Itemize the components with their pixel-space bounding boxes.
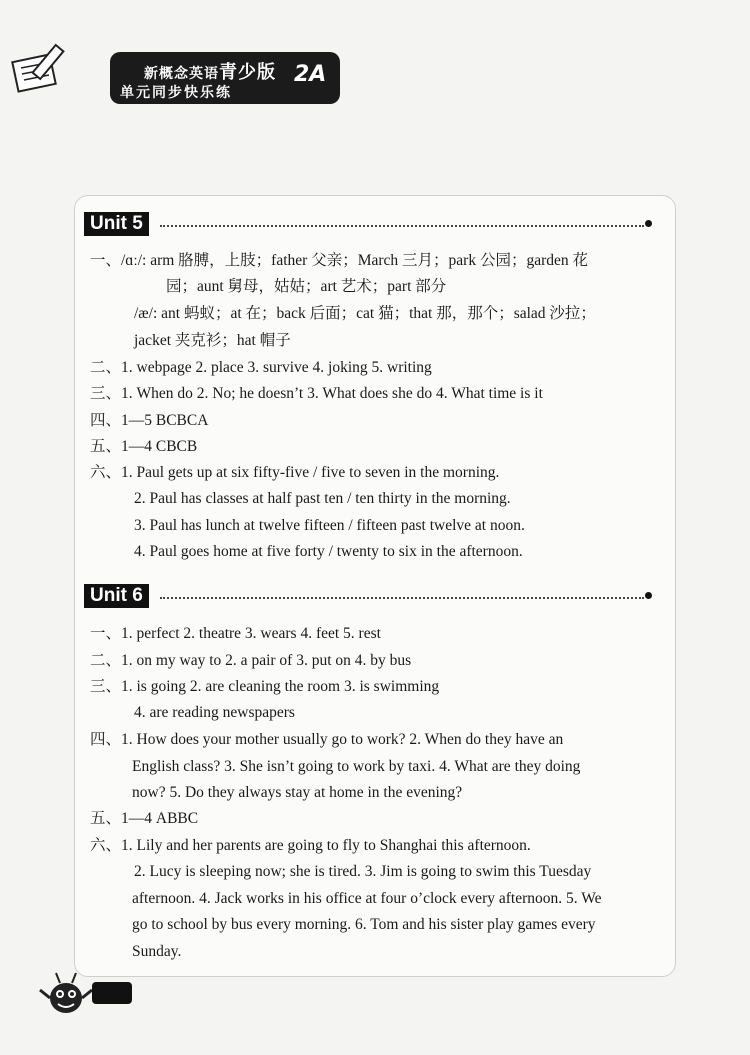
unit5-line: jacket 夹克衫；hat 帽子 bbox=[134, 332, 291, 349]
page-number bbox=[92, 982, 132, 1004]
unit6-line: 二、1. on my way to 2. a pair of 3. put on 4. by bus bbox=[90, 652, 412, 669]
unit6-line: 六、1. Lily and her parents are going to fly to Shanghai this afternoon. bbox=[90, 837, 531, 854]
unit5-line: 二、1. webpage 2. place 3. survive 4. joking 5. writing bbox=[90, 359, 432, 376]
unit5-line: 五、1—4 CBCB bbox=[90, 438, 198, 455]
unit6-line: 四、1. How does your mother usually go to work? 2. When do they have an bbox=[90, 731, 564, 748]
logo-subtitle: 单元同步快乐练 bbox=[120, 85, 232, 101]
unit6-line: 五、1—4 ABBC bbox=[90, 810, 199, 827]
unit6-line: 2. Lucy is sleeping now; she is tired. 3. Jim is going to swim this Tuesday bbox=[134, 863, 592, 880]
unit6-heading bbox=[84, 584, 654, 610]
notebook-pencil-icon bbox=[7, 40, 77, 110]
unit5-line: 三、1. When do 2. No; he doesn’t 3. What does she do 4. What time is it bbox=[90, 385, 543, 402]
unit5-line: 一、/ɑː/: arm 胳膊，上肢；father 父亲；March 三月；park 公园；garden 花 bbox=[90, 252, 588, 269]
unit5-line: 2. Paul has classes at half past ten / ten thirty in the morning. bbox=[134, 490, 511, 507]
unit6-divider bbox=[160, 597, 644, 599]
unit6-label: Unit 6 bbox=[84, 584, 149, 608]
unit6-line: Sunday. bbox=[132, 943, 182, 960]
unit5-line: 4. Paul goes home at five forty / twenty to six in the afternoon. bbox=[134, 543, 523, 560]
unit6-line: afternoon. 4. Jack works in his office at four o’clock every afternoon. 5. We bbox=[132, 890, 602, 907]
unit6-line: go to school by bus every morning. 6. Tom and his sister play games every bbox=[132, 916, 596, 933]
unit5-divider-dot bbox=[645, 220, 652, 227]
unit5-line: 六、1. Paul gets up at six fifty-five / five to seven in the morning. bbox=[90, 464, 500, 481]
unit5-label: Unit 5 bbox=[84, 212, 149, 236]
unit6-line: 4. are reading newspapers bbox=[134, 704, 295, 721]
unit5-line: /æ/: ant 蚂蚁；at 在；back 后面；cat 猫；that 那，那个；salad 沙拉； bbox=[134, 305, 596, 322]
unit6-divider-dot bbox=[645, 592, 652, 599]
logo-title: 新概念英语青少版 bbox=[144, 62, 276, 83]
unit6-line: 三、1. is going 2. are cleaning the room 3. is swimming bbox=[90, 678, 440, 695]
unit5-line: 3. Paul has lunch at twelve fifteen / fifteen past twelve at noon. bbox=[134, 517, 525, 534]
unit6-line: 一、1. perfect 2. theatre 3. wears 4. feet 5. rest bbox=[90, 625, 381, 642]
unit5-heading bbox=[84, 212, 654, 238]
unit5-divider bbox=[160, 225, 644, 227]
unit5-line: 园；aunt 舅母，姑姑；art 艺术；part 部分 bbox=[166, 278, 447, 295]
unit6-line: now? 5. Do they always stay at home in the evening? bbox=[132, 784, 463, 801]
unit5-line: 四、1—5 BCBCA bbox=[90, 412, 209, 429]
unit6-line: English class? 3. She isn’t going to work by taxi. 4. What are they doing bbox=[132, 758, 581, 775]
mascot-icon bbox=[36, 968, 96, 1018]
logo-grade: 2A bbox=[294, 62, 327, 87]
